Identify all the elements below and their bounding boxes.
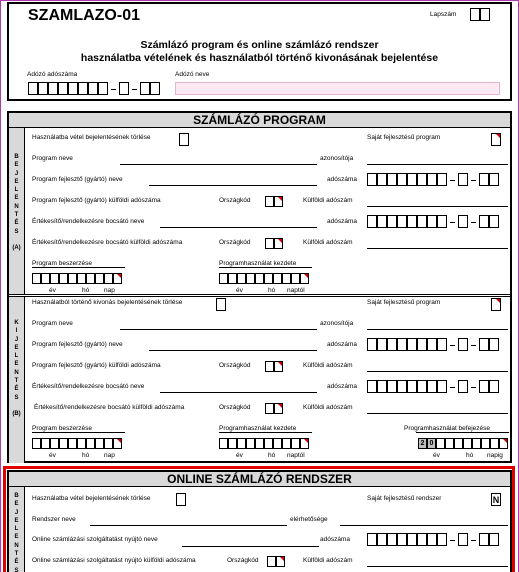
procurement-date-digit[interactable]	[32, 273, 41, 284]
seller-foreign-tax-label-2: Külföldi adószám	[303, 404, 353, 411]
online-availability-label: elérhetősége	[290, 516, 328, 523]
country-code-box[interactable]	[274, 361, 283, 372]
identifier-label: azonosítója	[320, 155, 354, 162]
usage-start-date-digit[interactable]	[219, 438, 228, 449]
form-id: SZAMLAZO-01	[28, 7, 140, 24]
seller-tax-number-dash	[471, 387, 476, 388]
online-tax-number-digit[interactable]	[427, 533, 437, 546]
seller-tax-number-digit[interactable]	[479, 380, 489, 393]
developer-tax-number-digit[interactable]	[479, 173, 489, 186]
side-letter: S	[14, 228, 19, 235]
seller-foreign-tax-label: Értékesítő/rendelkezésre bocsátó külföldi adószáma	[34, 404, 185, 411]
seller-tax-number-digit[interactable]	[427, 215, 437, 228]
taxpayer-tax-number-digit[interactable]	[48, 82, 58, 95]
developer-tax-number-digit[interactable]	[387, 173, 397, 186]
online-tax-number-digit[interactable]	[387, 533, 397, 546]
seller-tax-number-dash	[450, 387, 455, 388]
side-letter: T	[14, 378, 19, 385]
year-label: év	[49, 287, 56, 294]
seller-tax-number-digit[interactable]	[377, 380, 387, 393]
start-month-label: hó	[268, 287, 276, 294]
usage-start-date-digit[interactable]	[228, 438, 237, 449]
developer-tax-number-digit[interactable]	[489, 173, 499, 186]
developer-tax-number-digit[interactable]	[367, 173, 377, 186]
usage-start-date-digit[interactable]	[255, 438, 264, 449]
taxpayer-tax-number-digit[interactable]	[78, 82, 88, 95]
developer-tax-number-digit[interactable]	[458, 338, 468, 351]
online-foreign-tax-field[interactable]	[367, 566, 508, 567]
taxpayer-tax-number-dash	[111, 89, 116, 90]
day-label: nap	[104, 287, 115, 294]
seller-tax-number-label: adószáma	[327, 218, 357, 225]
online-section	[7, 470, 512, 572]
seller-foreign-tax-label: Értékesítő/rendelkezésre bocsátó külföldi adószáma	[32, 239, 183, 246]
seller-tax-number-digit[interactable]	[407, 215, 417, 228]
developer-name-field[interactable]	[149, 350, 317, 351]
seller-country-code-box[interactable]	[274, 238, 283, 249]
seller-tax-number-digit[interactable]	[417, 380, 427, 393]
foreign-tax-label: Külföldi adószám	[303, 197, 353, 204]
seller-tax-number-digit[interactable]	[437, 380, 447, 393]
side-letter: T	[14, 212, 19, 219]
side-letter: K	[14, 320, 19, 326]
deletion-label: Használatból történő kivonás bejelentésének törlése	[32, 299, 183, 306]
online-own-dev-box[interactable]: N	[492, 495, 500, 505]
seller-name-field[interactable]	[160, 392, 317, 393]
end-month-label: hó	[466, 452, 474, 459]
seller-tax-number-digit[interactable]	[387, 215, 397, 228]
procurement-date-digit[interactable]	[32, 438, 41, 449]
online-provider-name-field[interactable]	[182, 546, 319, 547]
taxpayer-tax-number-digit[interactable]	[88, 82, 98, 95]
country-code-box[interactable]	[274, 196, 283, 207]
taxpayer-name-label: Adózó neve	[175, 71, 210, 78]
procurement-date-digit[interactable]	[95, 273, 104, 284]
usage-start-date-digit[interactable]	[282, 438, 291, 449]
usage-start-label: Programhasználat kezdete	[219, 425, 297, 432]
online-tax-number-digit[interactable]	[437, 533, 447, 546]
taxpayer-tax-number-digit[interactable]	[150, 82, 160, 95]
side-tag-b: (B)	[12, 410, 21, 417]
developer-foreign-tax-label: Program fejlesztő (gyártó) külföldi adószáma	[32, 197, 161, 204]
taxpayer-tax-number-digit[interactable]	[28, 82, 38, 95]
developer-tax-number-dash	[450, 345, 455, 346]
seller-tax-number-digit[interactable]	[489, 215, 499, 228]
online-provider-name-label: Online számlázási szolgáltatást nyújtó neve	[32, 536, 158, 543]
start-year-label: év	[236, 452, 243, 459]
seller-country-code-box[interactable]	[265, 238, 274, 249]
side-letter: B	[14, 493, 19, 499]
own-dev-label: Saját fejlesztésű program	[367, 299, 441, 306]
online-availability-field[interactable]	[340, 525, 508, 526]
developer-tax-number-digit[interactable]	[377, 338, 387, 351]
taxpayer-tax-number-digit[interactable]	[68, 82, 78, 95]
procurement-date-digit[interactable]	[95, 438, 104, 449]
sheet-number-box-2[interactable]	[480, 8, 490, 21]
side-letter: L	[14, 353, 19, 360]
online-tax-number-dash	[471, 540, 476, 541]
usage-start-date-digit[interactable]	[219, 273, 228, 284]
year-label: év	[49, 452, 56, 459]
taxpayer-tax-number-digit[interactable]	[38, 82, 48, 95]
side-letter: L	[14, 526, 19, 533]
developer-tax-number-digit[interactable]	[437, 338, 447, 351]
program-name-label: Program neve	[32, 155, 73, 162]
procurement-date-digit[interactable]	[113, 438, 122, 449]
developer-tax-number-digit[interactable]	[479, 338, 489, 351]
usage-start-date-digit[interactable]	[273, 438, 282, 449]
side-letter: S	[14, 394, 19, 401]
seller-tax-number-digit[interactable]	[407, 380, 417, 393]
online-section-title: ONLINE SZÁMLÁZÓ RENDSZER	[9, 472, 510, 487]
seller-tax-number-dash	[471, 222, 476, 223]
seller-name-label: Értékesítő/rendelkezésre bocsátó neve	[32, 383, 145, 390]
program-name-label: Program neve	[32, 320, 73, 327]
country-code-box[interactable]	[265, 361, 274, 372]
seller-tax-number-digit[interactable]	[417, 215, 427, 228]
seller-country-code-box[interactable]	[274, 403, 283, 414]
developer-tax-number-digit[interactable]	[387, 338, 397, 351]
taxpayer-tax-number-label: Adózó adószáma	[27, 71, 78, 78]
online-country-code-box-1[interactable]	[267, 556, 276, 567]
usage-end-label: Programhasználat befejezése	[404, 425, 490, 432]
seller-tax-number-digit[interactable]	[367, 215, 377, 228]
usage-start-date-digit[interactable]	[300, 438, 309, 449]
start-year-label: év	[236, 287, 243, 294]
seller-foreign-tax-field[interactable]	[367, 413, 508, 414]
taxpayer-tax-number-digit[interactable]	[98, 82, 108, 95]
developer-tax-number-digit[interactable]	[489, 338, 499, 351]
seller-foreign-tax-field[interactable]	[367, 248, 508, 249]
usage-start-date-digit[interactable]	[273, 273, 282, 284]
side-letter: É	[14, 220, 19, 227]
seller-tax-number-dash	[450, 222, 455, 223]
deletion-checkbox[interactable]	[216, 298, 226, 311]
program-name-field[interactable]	[120, 164, 317, 165]
developer-tax-number-digit[interactable]	[427, 338, 437, 351]
program-name-field[interactable]	[120, 329, 317, 330]
procurement-date-digit[interactable]	[68, 273, 77, 284]
usage-start-date-digit[interactable]	[246, 438, 255, 449]
day-label: nap	[104, 452, 115, 459]
procurement-date-digit[interactable]	[104, 273, 113, 284]
usage-start-line	[219, 267, 312, 268]
usage-start-date-digit[interactable]	[246, 273, 255, 284]
usage-end-date-digit[interactable]	[463, 438, 472, 449]
procurement-date-digit[interactable]	[68, 438, 77, 449]
usage-start-date-digit[interactable]	[255, 273, 264, 284]
usage-start-date-digit[interactable]	[291, 438, 300, 449]
seller-tax-number-digit[interactable]	[367, 380, 377, 393]
country-code-label: Országkód	[219, 362, 251, 369]
online-system-name-label: Rendszer neve	[32, 516, 76, 523]
online-tax-number-digit[interactable]	[377, 533, 387, 546]
side-letter: E	[14, 517, 19, 524]
sheet-number-label: Lapszám	[430, 11, 457, 18]
usage-end-year-prefix: 0	[427, 438, 436, 449]
seller-country-code-box[interactable]	[265, 403, 274, 414]
procurement-date-digit[interactable]	[86, 273, 95, 284]
developer-tax-number-digit[interactable]	[437, 173, 447, 186]
usage-start-label: Programhasználat kezdete	[219, 260, 297, 267]
side-tag-a: (A)	[12, 244, 21, 251]
seller-tax-number-digit[interactable]	[479, 215, 489, 228]
section-divider-2	[9, 296, 510, 297]
seller-foreign-tax-label-2: Külföldi adószám	[303, 239, 353, 246]
seller-tax-number-digit[interactable]	[489, 380, 499, 393]
own-dev-checkbox[interactable]	[491, 133, 501, 146]
own-dev-label: Saját fejlesztésű program	[367, 134, 441, 141]
online-tax-number-digit[interactable]	[397, 533, 407, 546]
usage-start-date-digit[interactable]	[228, 273, 237, 284]
developer-tax-number-digit[interactable]	[407, 338, 417, 351]
side-letter: E	[14, 361, 19, 368]
side-letter: E	[14, 195, 19, 202]
online-own-dev-label: Saját fejlesztésű rendszer	[367, 495, 442, 502]
form-header	[7, 2, 512, 101]
side-letter: E	[14, 344, 19, 351]
side-letter: N	[14, 542, 19, 549]
usage-start-date-digit[interactable]	[282, 273, 291, 284]
side-letter: S	[14, 567, 19, 572]
procurement-label: Program beszerzése	[32, 260, 92, 267]
side-letter: J	[14, 509, 19, 516]
seller-tax-number-digit[interactable]	[437, 215, 447, 228]
developer-name-field[interactable]	[149, 185, 317, 186]
online-tax-number-digit[interactable]	[489, 533, 499, 546]
seller-tax-number-digit[interactable]	[458, 215, 468, 228]
usage-end-date-digit[interactable]	[436, 438, 445, 449]
country-code-box[interactable]	[265, 196, 274, 207]
start-from-label: naptól	[287, 287, 305, 294]
seller-tax-number-digit[interactable]	[377, 215, 387, 228]
tax-number-label: adószáma	[327, 341, 357, 348]
seller-tax-number-digit[interactable]	[427, 380, 437, 393]
developer-tax-number-digit[interactable]	[367, 338, 377, 351]
online-system-name-field[interactable]	[90, 525, 287, 526]
usage-end-date-digit[interactable]	[481, 438, 490, 449]
procurement-line	[32, 432, 125, 433]
start-month-label: hó	[268, 452, 276, 459]
identifier-field[interactable]	[367, 164, 508, 165]
usage-end-date-digit[interactable]	[445, 438, 454, 449]
taxpayer-tax-number-digit[interactable]	[140, 82, 150, 95]
procurement-label: Program beszerzése	[32, 425, 92, 432]
online-tax-number-digit[interactable]	[479, 533, 489, 546]
seller-tax-number-digit[interactable]	[387, 380, 397, 393]
side-letter: N	[14, 369, 19, 376]
online-tax-number-digit[interactable]	[417, 533, 427, 546]
side-letter: N	[14, 203, 19, 210]
online-tax-number-digit[interactable]	[407, 533, 417, 546]
program-section-title: SZÁMLÁZÓ PROGRAM	[9, 113, 510, 128]
own-dev-checkbox[interactable]	[491, 298, 501, 311]
seller-country-code-label: Országkód	[219, 404, 251, 411]
seller-country-code-label: Országkód	[219, 239, 251, 246]
seller-name-label: Értékesítő/rendelkezésre bocsátó neve	[32, 218, 145, 225]
section-divider	[9, 294, 510, 295]
side-letter: É	[14, 386, 19, 393]
side-letter: I	[15, 328, 18, 335]
online-tax-number-dash	[450, 540, 455, 541]
usage-end-date-digit[interactable]	[499, 438, 508, 449]
seller-tax-number-digit[interactable]	[397, 380, 407, 393]
usage-start-date-digit[interactable]	[264, 273, 273, 284]
developer-tax-number-digit[interactable]	[397, 173, 407, 186]
start-from-label: naptól	[287, 452, 305, 459]
side-letter: E	[14, 162, 19, 169]
developer-tax-number-digit[interactable]	[417, 338, 427, 351]
side-letter: E	[14, 534, 19, 541]
deletion-label: Használatba vétel bejelentésének törlése	[32, 134, 151, 141]
identifier-label: azonosítója	[320, 320, 354, 327]
foreign-tax-field[interactable]	[367, 371, 508, 372]
developer-tax-number-digit[interactable]	[407, 173, 417, 186]
foreign-tax-label: Külföldi adószám	[303, 362, 353, 369]
country-code-label: Országkód	[219, 197, 251, 204]
side-letter: B	[14, 154, 19, 160]
online-country-code-box-2[interactable]	[276, 556, 285, 567]
online-country-code-label: Országkód	[227, 557, 259, 564]
procurement-date-digit[interactable]	[104, 438, 113, 449]
developer-tax-number-dash	[450, 180, 455, 181]
foreign-tax-field[interactable]	[367, 206, 508, 207]
procurement-line	[32, 267, 125, 268]
procurement-date-digit[interactable]	[77, 273, 86, 284]
procurement-date-digit[interactable]	[41, 273, 50, 284]
side-letter: E	[14, 178, 19, 185]
developer-foreign-tax-label: Program fejlesztő (gyártó) külföldi adószáma	[32, 362, 161, 369]
taxpayer-tax-number-digit[interactable]	[119, 82, 129, 95]
developer-tax-number-digit[interactable]	[397, 338, 407, 351]
taxpayer-tax-number-digit[interactable]	[58, 82, 68, 95]
developer-tax-number-digit[interactable]	[377, 173, 387, 186]
usage-start-date-digit[interactable]	[300, 273, 309, 284]
month-label: hó	[82, 452, 90, 459]
online-deletion-checkbox[interactable]	[176, 493, 186, 506]
developer-tax-number-digit[interactable]	[417, 173, 427, 186]
developer-name-label: Program fejlesztő (gyártó) neve	[32, 341, 123, 348]
sheet-number-box-1[interactable]	[470, 8, 480, 21]
usage-start-date-digit[interactable]	[237, 438, 246, 449]
form-title-line1: Számlázó program és online számlázó rendszer	[140, 39, 379, 51]
taxpayer-tax-number-dash	[132, 89, 137, 90]
side-letter: É	[14, 559, 19, 566]
developer-name-label: Program fejlesztő (gyártó) neve	[32, 176, 123, 183]
developer-tax-number-digit[interactable]	[427, 173, 437, 186]
deletion-checkbox[interactable]	[179, 133, 189, 146]
procurement-date-digit[interactable]	[113, 273, 122, 284]
usage-end-line	[416, 432, 509, 433]
usage-end-date-digit[interactable]	[472, 438, 481, 449]
program-section	[7, 111, 512, 463]
side-letter: T	[14, 551, 19, 558]
side-letter: J	[14, 336, 19, 343]
usage-start-date-digit[interactable]	[264, 438, 273, 449]
online-provider-foreign-tax-label: Online számlázási szolgáltatást nyújtó külföldi adószáma	[32, 557, 196, 564]
usage-end-date-digit[interactable]	[454, 438, 463, 449]
developer-tax-number-dash	[471, 345, 476, 346]
online-deletion-label: Használatba vétel bejelentésének törlése	[32, 495, 151, 502]
tax-number-label: adószáma	[327, 176, 357, 183]
online-tax-number-digit[interactable]	[458, 533, 468, 546]
developer-tax-number-digit[interactable]	[458, 173, 468, 186]
online-tax-number-label: adószáma	[320, 536, 350, 543]
procurement-date-digit[interactable]	[86, 438, 95, 449]
procurement-date-digit[interactable]	[50, 273, 59, 284]
end-to-label: napig	[487, 452, 503, 459]
side-letter: J	[14, 170, 19, 177]
procurement-date-digit[interactable]	[59, 438, 68, 449]
procurement-date-digit[interactable]	[77, 438, 86, 449]
month-label: hó	[82, 287, 90, 294]
usage-start-date-digit[interactable]	[237, 273, 246, 284]
procurement-date-digit[interactable]	[50, 438, 59, 449]
usage-end-year-prefix: 2	[418, 438, 427, 449]
usage-end-date-digit[interactable]	[490, 438, 499, 449]
usage-start-date-digit[interactable]	[291, 273, 300, 284]
side-letter: L	[14, 187, 19, 194]
usage-start-line	[219, 432, 312, 433]
seller-name-field[interactable]	[160, 227, 317, 228]
procurement-date-digit[interactable]	[59, 273, 68, 284]
taxpayer-name-field[interactable]	[175, 82, 500, 95]
seller-tax-number-label: adószáma	[327, 383, 357, 390]
side-label-online	[9, 487, 25, 572]
online-foreign-tax-label: Külföldi adószám	[303, 557, 353, 564]
seller-tax-number-digit[interactable]	[397, 215, 407, 228]
procurement-date-digit[interactable]	[41, 438, 50, 449]
developer-tax-number-dash	[471, 180, 476, 181]
side-label-announcement-a	[9, 128, 25, 294]
end-year-label: év	[433, 452, 440, 459]
seller-tax-number-digit[interactable]	[458, 380, 468, 393]
online-tax-number-digit[interactable]	[367, 533, 377, 546]
side-label-withdrawal-b	[9, 297, 25, 463]
side-letter: E	[14, 501, 19, 508]
form-title-line2: használatba vételének és használatból történő kivonásának bejelentése	[80, 52, 439, 64]
identifier-field[interactable]	[367, 329, 508, 330]
